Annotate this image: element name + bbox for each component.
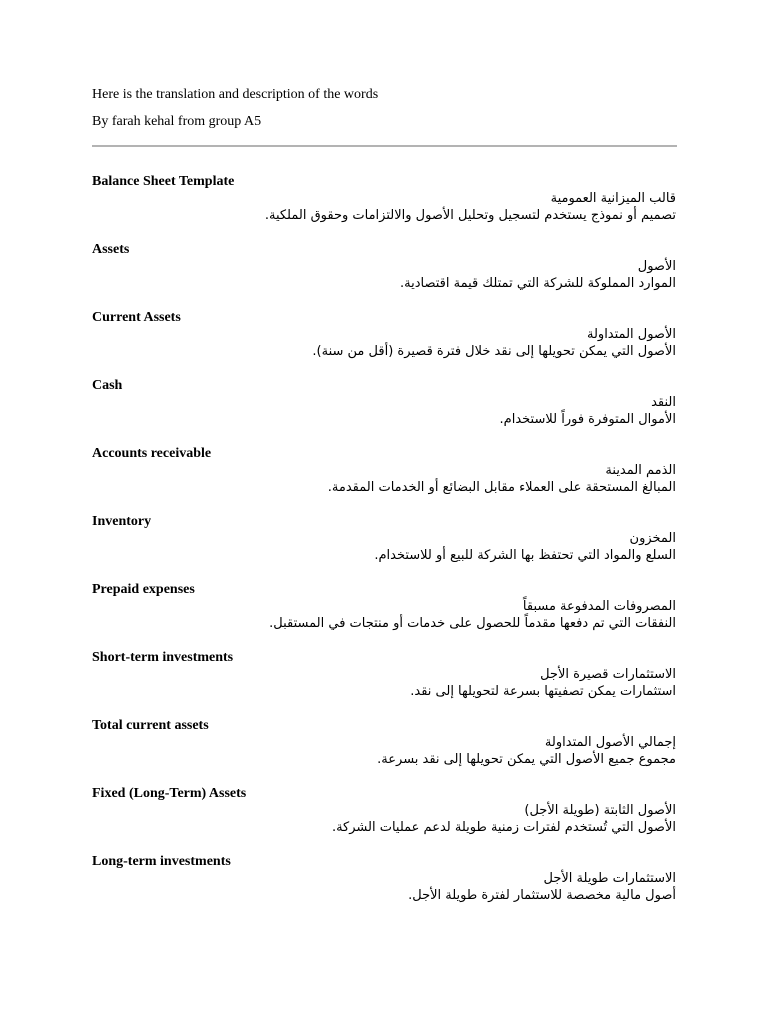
author-line: By farah kehal from group A5 — [92, 114, 262, 129]
entry-arabic-description: النفقات التي تم دفعها مقدماً للحصول على خدمات أو منتجات في المستقبل. — [269, 616, 676, 631]
entry-arabic-translation: المخزون — [629, 531, 676, 546]
entry-term: Current Assets — [92, 310, 181, 325]
entry-term: Inventory — [92, 514, 152, 529]
glossary-entry-fixed-assets — [92, 785, 676, 836]
entry-term: Fixed (Long-Term) Assets — [92, 786, 247, 801]
entry-arabic-translation: الأصول — [637, 259, 676, 274]
entry-arabic-translation: قالب الميزانية العمومية — [550, 191, 676, 206]
entry-arabic-description: الأصول التي تُستخدم لفترات زمنية طويلة لدعم عمليات الشركة. — [331, 820, 676, 835]
glossary-list — [92, 173, 676, 904]
entry-arabic-translation: الأصول المتداولة — [586, 327, 676, 342]
glossary-entry-assets — [92, 241, 676, 292]
glossary-entry-short-term-investments — [92, 649, 676, 700]
entry-term: Accounts receivable — [92, 446, 212, 461]
entry-arabic-description: الأصول التي يمكن تحويلها إلى نقد خلال فترة قصيرة (أقل من سنة). — [312, 344, 676, 359]
glossary-entry-current-assets — [92, 309, 676, 360]
entry-arabic-translation: النقد — [651, 395, 676, 410]
entry-arabic-description: السلع والمواد التي تحتفظ بها الشركة للبيع أو للاستخدام. — [374, 548, 676, 563]
entry-arabic-description: تصميم أو نموذج يستخدم لتسجيل وتحليل الأصول والالتزامات وحقوق الملكية. — [264, 208, 676, 223]
glossary-entry-inventory — [92, 513, 676, 564]
entry-term: Balance Sheet Template — [92, 174, 235, 189]
glossary-entry-cash — [92, 377, 676, 428]
entry-arabic-translation: الذمم المدينة — [605, 463, 676, 478]
entry-term: Prepaid expenses — [92, 582, 195, 597]
entry-arabic-translation: الأصول الثابتة (طويلة الأجل) — [524, 803, 676, 818]
entry-term: Total current assets — [92, 718, 209, 733]
entry-arabic-description: استثمارات يمكن تصفيتها بسرعة لتحويلها إلى نقد. — [410, 684, 676, 699]
entry-term: Long-term investments — [92, 854, 231, 869]
entry-arabic-description: مجموع جميع الأصول التي يمكن تحويلها إلى نقد بسرعة. — [377, 752, 676, 767]
glossary-entry-prepaid-expenses — [92, 581, 676, 632]
entry-arabic-translation: المصروفات المدفوعة مسبقاً — [522, 599, 676, 614]
entry-arabic-translation: إجمالي الأصول المتداولة — [544, 735, 676, 750]
entry-term: Cash — [92, 378, 123, 393]
entry-arabic-description: الموارد المملوكة للشركة التي تمتلك قيمة اقتصادية. — [399, 276, 676, 291]
glossary-entry-accounts-receivable — [92, 445, 676, 496]
entry-arabic-description: المبالغ المستحقة على العملاء مقابل البضائع أو الخدمات المقدمة. — [327, 480, 676, 495]
entry-arabic-description: الأموال المتوفرة فوراً للاستخدام. — [499, 412, 676, 427]
entry-arabic-translation: الاستثمارات طويلة الأجل — [543, 871, 676, 886]
entry-term: Assets — [92, 242, 130, 257]
horizontal-divider — [92, 145, 677, 147]
entry-term: Short-term investments — [92, 650, 234, 665]
glossary-entry-total-current-assets — [92, 717, 676, 768]
glossary-entry-balance-sheet-template — [92, 173, 676, 224]
glossary-entry-long-term-investments — [92, 853, 676, 904]
entry-arabic-description: أصول مالية مخصصة للاستثمار لفترة طويلة الأجل. — [408, 888, 676, 903]
entry-arabic-translation: الاستثمارات قصيرة الأجل — [540, 667, 676, 682]
intro-heading: Here is the translation and description of the words — [92, 87, 379, 102]
